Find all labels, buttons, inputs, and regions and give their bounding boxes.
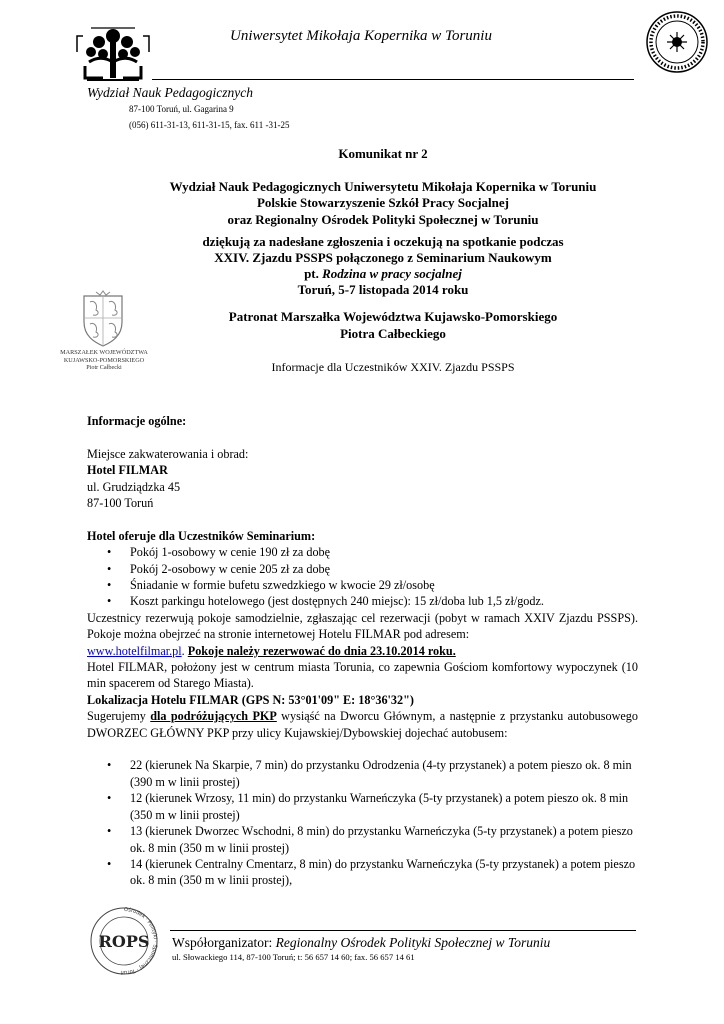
offer-item: • Koszt parkingu hotelowego (jest dostępnych 240 miejsc): 15 zł/doba lub 1,5 zł/godz. bbox=[87, 593, 638, 609]
hotel-city: 87-100 Toruń bbox=[87, 496, 154, 511]
coorganizer-label: Współorganizator: bbox=[172, 935, 276, 950]
pkp-travelers: dla podróżujących PKP bbox=[150, 709, 277, 724]
coorganizer-name: Regionalny Ośrodek Polityki Społecznej w Toruniu bbox=[275, 935, 551, 950]
pkp-suggestion: Sugerujemy dla podróżujących PKP wysiąść na Dworcu Głównym, a następnie z przystanku autobusowego DWORZEC GŁÓWNY PKP przy ulicy Kujawskiej/Dybowskiej dojechać autobusem: bbox=[87, 709, 638, 740]
faculty-seal-logo bbox=[645, 10, 709, 74]
coorganizer bbox=[172, 935, 550, 951]
bus-item: • 13 (kierunek Dworzec Wschodni, 8 min) do przystanku Warneńczyka (5-ty przystanek) a potem pieszo ok. 8 min (350 m w linii prostej) bbox=[87, 823, 638, 856]
offer-list bbox=[87, 544, 638, 610]
hotel-name: Hotel FILMAR bbox=[87, 463, 168, 478]
faculty-address: 87-100 Toruń, ul. Gagarina 9 bbox=[129, 104, 234, 114]
marshal-coat-of-arms-logo bbox=[78, 290, 128, 348]
document-body bbox=[87, 413, 638, 889]
faculty-phone: (056) 611-31-13, 611-31-15, fax. 611 -31-25 bbox=[129, 120, 290, 130]
venue-label: Miejsce zakwaterowania i obrad: bbox=[87, 446, 249, 461]
marshal-caption-line-1: MARSZAŁEK WOJEWÓDZTWA bbox=[60, 349, 148, 356]
participants-info-line: Informacje dla Uczestników XXIV. Zjazdu PSSPS bbox=[271, 360, 515, 374]
heading-line-1: Wydział Nauk Pedagogicznych Uniwersytetu Mikołaja Kopernika w Toruniu bbox=[169, 179, 597, 195]
hotel-street: ul. Grudziądzka 45 bbox=[87, 479, 181, 494]
announcement-heading bbox=[90, 146, 676, 299]
marshal-caption bbox=[58, 349, 150, 372]
header-rule bbox=[152, 79, 634, 80]
faculty-name: Wydział Nauk Pedagogicznych bbox=[87, 85, 253, 100]
offer-title: Hotel oferuje dla Uczestników Seminarium: bbox=[87, 528, 316, 543]
offer-item: • Śniadanie w formie bufetu szwedzkiego w kwocie 29 zł/osobę bbox=[87, 577, 638, 593]
coorganizer-address: ul. Słowackiego 114, 87-100 Toruń; t: 56 657 14 60; fax. 56 657 14 61 bbox=[172, 952, 415, 962]
heading-line-6: pt. Rodzina w pracy socjalnej bbox=[304, 266, 462, 282]
rops-ring-text: Ośrodek · Polityki · Społecznej · Toruń bbox=[120, 906, 158, 976]
patron-line-1: Patronat Marszałka Województwa Kujawsko-Pomorskiego bbox=[228, 309, 558, 324]
booking-text: Uczestnicy rezerwują pokoje samodzielnie, zgłaszając cel rezerwacji (pobyt w ramach XXIV Zjazdu PSSPS). Pokoje można obejrzeć na stronie internetowej Hotelu FILMAR pod adresem: bbox=[87, 610, 638, 642]
heading-line-5: XXIV. Zjazdu PSSPS połączonego z Seminarium Naukowym bbox=[214, 250, 552, 266]
location-title: Lokalizacja Hotelu FILMAR (GPS N: 53°01'09" E: 18°36'32") bbox=[87, 692, 414, 707]
university-tree-logo bbox=[73, 22, 153, 86]
booking-deadline: Pokoje należy rezerwować do dnia 23.10.2014 roku. bbox=[187, 643, 456, 658]
heading-line-4: dziękują za nadesłane zgłoszenia i oczekują na spotkanie podczas bbox=[202, 233, 564, 249]
patron-line-2: Piotra Całbeckiego bbox=[340, 326, 446, 341]
offer-item: • Pokój 2-osobowy w cenie 205 zł za dobę bbox=[87, 561, 638, 577]
rops-logo-text: ROPS bbox=[98, 932, 150, 951]
university-name: Uniwersytet Mikołaja Kopernika w Toruniu bbox=[230, 28, 492, 44]
heading-line-2: Polskie Stowarzyszenie Szkół Pracy Socjalnej bbox=[256, 195, 509, 211]
bus-item: • 22 (kierunek Na Skarpie, 7 min) do przystanku Odrodzenia (4-ty przystanek) a potem pieszo ok. 8 min (390 m w linii prostej) bbox=[87, 757, 638, 790]
marshal-caption-line-3: Piotr Całbecki bbox=[86, 364, 122, 371]
patronage bbox=[150, 308, 636, 342]
marshal-caption-line-2: KUJAWSKO-POMORSKIEGO bbox=[63, 356, 145, 364]
komunikat-title: Komunikat nr 2 bbox=[338, 146, 428, 161]
location-text: Hotel FILMAR, położony jest w centrum miasta Torunia, co zapewnia Gościom komfortowy wypoczynek (10 min spacerem od Starego Miasta). bbox=[87, 660, 638, 691]
rops-logo bbox=[88, 905, 160, 977]
heading-line-3: oraz Regionalny Ośrodek Polityki Społecznej w Toruniu bbox=[227, 211, 539, 227]
heading-line-7: Toruń, 5-7 listopada 2014 roku bbox=[297, 282, 469, 298]
footer-rule bbox=[170, 930, 636, 931]
general-info-title: Informacje ogólne: bbox=[87, 414, 187, 428]
offer-item: • Pokój 1-osobowy w cenie 190 zł za dobę bbox=[87, 544, 638, 560]
seminar-title: Rodzina w pracy socjalnej bbox=[322, 266, 462, 282]
bus-list bbox=[87, 757, 638, 888]
bus-item: • 14 (kierunek Centralny Cmentarz, 8 min) do przystanku Warneńczyka (5-ty przystanek) a potem pieszo ok. 8 min (350 m w linii prostej), bbox=[87, 856, 638, 889]
bus-item: • 12 (kierunek Wrzosy, 11 min) do przystanku Warneńczyka (5-ty przystanek) a potem pieszo ok. 8 min (350 m w linii prostej) bbox=[87, 790, 638, 823]
booking-link-line: www.hotelfilmar.pl. Pokoje należy rezerwować do dnia 23.10.2014 roku. bbox=[87, 643, 456, 658]
hotel-website-link[interactable]: www.hotelfilmar.pl bbox=[87, 643, 182, 658]
